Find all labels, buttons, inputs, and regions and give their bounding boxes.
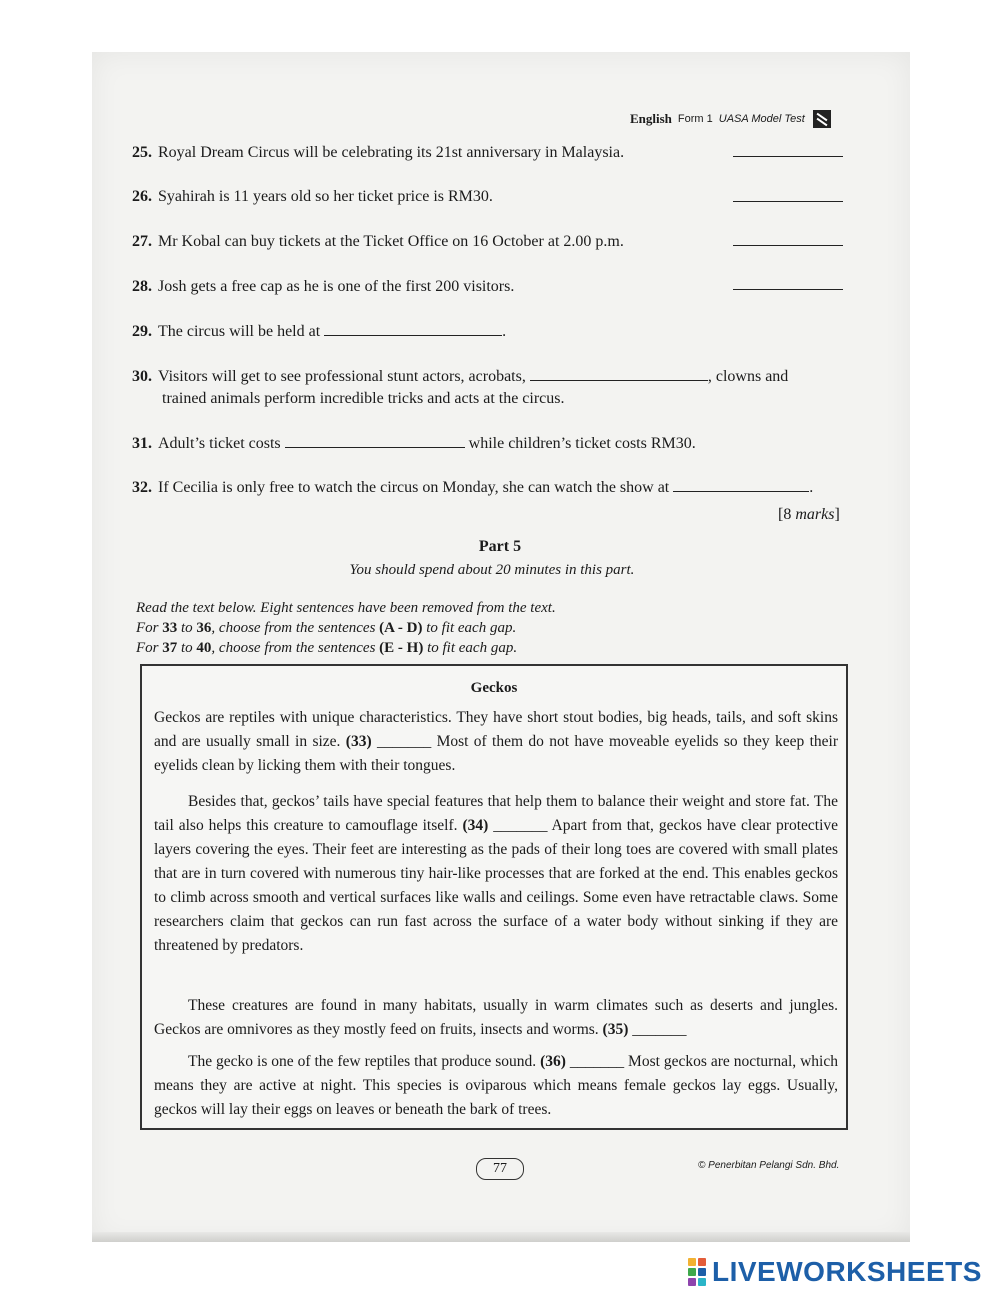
paragraph-text: These creatures are found in many habitats, usually in warm climates such as deserts and jungles. Geckos are omnivores as they mostly feed on fruits, insects and worms. (154, 997, 838, 1038)
question-32 (132, 478, 813, 498)
publisher-logo-icon (813, 110, 831, 128)
question-29 (132, 322, 506, 342)
liveworksheets-logo-icon (688, 1258, 706, 1286)
header-test-name: UASA Model Test (718, 113, 805, 125)
question-number: 25. (132, 144, 152, 161)
instr-text: , choose from the sentences (211, 640, 376, 656)
liveworksheets-watermark (688, 1254, 982, 1290)
paragraph-text: Besides that, geckos’ tails have special features that help them to balance their weight and store fat. The tail also helps this creature to camouflage itself. (154, 793, 838, 834)
paragraph-1 (154, 706, 838, 778)
question-end: . (809, 479, 814, 496)
instr-range: (E - H) (379, 640, 424, 656)
answer-blank-26[interactable] (733, 201, 843, 202)
paragraph-text: _______ (632, 1021, 687, 1038)
answer-blank-30[interactable] (530, 367, 708, 381)
paragraph-4 (154, 1050, 838, 1122)
page-edge (92, 1232, 910, 1242)
copyright-text: © Penerbitan Pelangi Sdn. Bhd. (698, 1160, 840, 1171)
answer-blank-31[interactable] (285, 434, 465, 448)
paragraph-3 (154, 994, 838, 1042)
instr-num: 36 (196, 620, 212, 636)
question-text: If Cecilia is only free to watch the circus on Monday, she can watch the show at (158, 479, 670, 496)
header-form: Form 1 (677, 113, 713, 125)
instr-text: to (181, 640, 193, 656)
question-text-cont: , clowns and (707, 368, 789, 385)
question-26 (132, 187, 493, 207)
answer-blank-32[interactable] (673, 478, 809, 492)
instr-text: For (136, 640, 159, 656)
question-end: . (502, 323, 507, 340)
question-number: 32. (132, 479, 152, 496)
question-text: Syahirah is 11 years old so her ticket price is RM30. (158, 188, 493, 205)
instr-text: to (181, 620, 193, 636)
marks-label (778, 506, 840, 524)
paragraph-text: _______ Most geckos are nocturnal, which means they are active at night. This species is oviparous which means female geckos lay eggs. Usually, geckos will lay their eggs on leaves or beneath the bark of trees. (154, 1053, 838, 1118)
answer-blank-25[interactable] (733, 156, 843, 157)
gap-36[interactable]: (36) (540, 1053, 566, 1070)
question-text: Josh gets a free cap as he is one of the first 200 visitors. (158, 278, 515, 295)
question-27 (132, 232, 624, 252)
instr-text: to fit each gap. (427, 640, 518, 656)
question-25 (132, 143, 624, 163)
gap-34[interactable]: (34) (462, 817, 489, 834)
part-title: Part 5 (478, 538, 522, 555)
instr-range: (A - D) (379, 620, 423, 636)
marks-value: [8 (778, 506, 792, 523)
answer-blank-27[interactable] (733, 245, 843, 246)
instr-num: 33 (162, 620, 178, 636)
instruction-line-2 (136, 618, 516, 638)
instr-text: to fit each gap. (426, 620, 517, 636)
paragraph-text: _______ Most of them do not have moveable eyelids so they keep their eyelids clean by licking them with their tongues. (154, 733, 839, 774)
paragraph-2 (154, 790, 838, 958)
question-number: 29. (132, 323, 152, 340)
gap-35[interactable]: (35) (602, 1021, 629, 1038)
page-header (630, 108, 850, 130)
instr-num: 37 (162, 640, 178, 656)
instr-text: For (136, 620, 159, 636)
passage-box (140, 664, 848, 1130)
marks-word: marks (795, 506, 835, 523)
question-text: Royal Dream Circus will be celebrating its 21st anniversary in Malaysia. (158, 144, 625, 161)
question-28 (132, 277, 514, 297)
page-number: 77 (476, 1158, 524, 1180)
question-text: The circus will be held at (158, 323, 321, 340)
question-number: 30. (132, 368, 152, 385)
header-subject: English (630, 111, 672, 126)
instr-num: 40 (196, 640, 212, 656)
instr-text: , choose from the sentences (211, 620, 376, 636)
question-number: 26. (132, 188, 152, 205)
instruction-line-3 (136, 638, 517, 658)
part-subtitle: You should spend about 20 minutes in this part. (349, 562, 635, 578)
question-number: 27. (132, 233, 152, 250)
question-30 (132, 367, 848, 387)
answer-blank-28[interactable] (733, 289, 843, 290)
question-number: 31. (132, 435, 152, 452)
paragraph-text: _______ Apart from that, geckos have clear protective layers covering the eyes. Their feet are interesting as the pads of their long toes are covered with small plates that are in turn covered with numerous tiny hair-like processes that are forked at the end. This enables geckos to climb across smooth and vertical surfaces like walls and ceilings. Some even have retractable claws. Some researchers claim that geckos can run fast across the surface of a water body without sinking if they are threatened by predators. (154, 817, 839, 954)
passage-title: Geckos (470, 680, 518, 696)
question-text: Adult’s ticket costs (158, 435, 281, 452)
question-30-line2: trained animals perform incredible tricks and acts at the circus. (162, 390, 565, 407)
paragraph-text: Geckos are reptiles with unique characteristics. They have short stout bodies, big heads, tails, and soft skins and are usually small in size. (154, 709, 838, 750)
question-text: Visitors will get to see professional stunt actors, acrobats, (158, 368, 526, 385)
question-31 (132, 434, 696, 454)
marks-close: ] (834, 506, 840, 523)
gap-33[interactable]: (33) (345, 733, 372, 750)
watermark-text: LIVEWORKSHEETS (712, 1256, 982, 1287)
paragraph-text: The gecko is one of the few reptiles that produce sound. (188, 1053, 537, 1070)
answer-blank-29[interactable] (324, 322, 502, 336)
question-number: 28. (132, 278, 152, 295)
question-text: Mr Kobal can buy tickets at the Ticket Office on 16 October at 2.00 p.m. (158, 233, 624, 250)
instruction-line-1: Read the text below. Eight sentences have been removed from the text. (136, 600, 556, 616)
question-text-cont: while children’s ticket costs RM30. (468, 435, 696, 452)
